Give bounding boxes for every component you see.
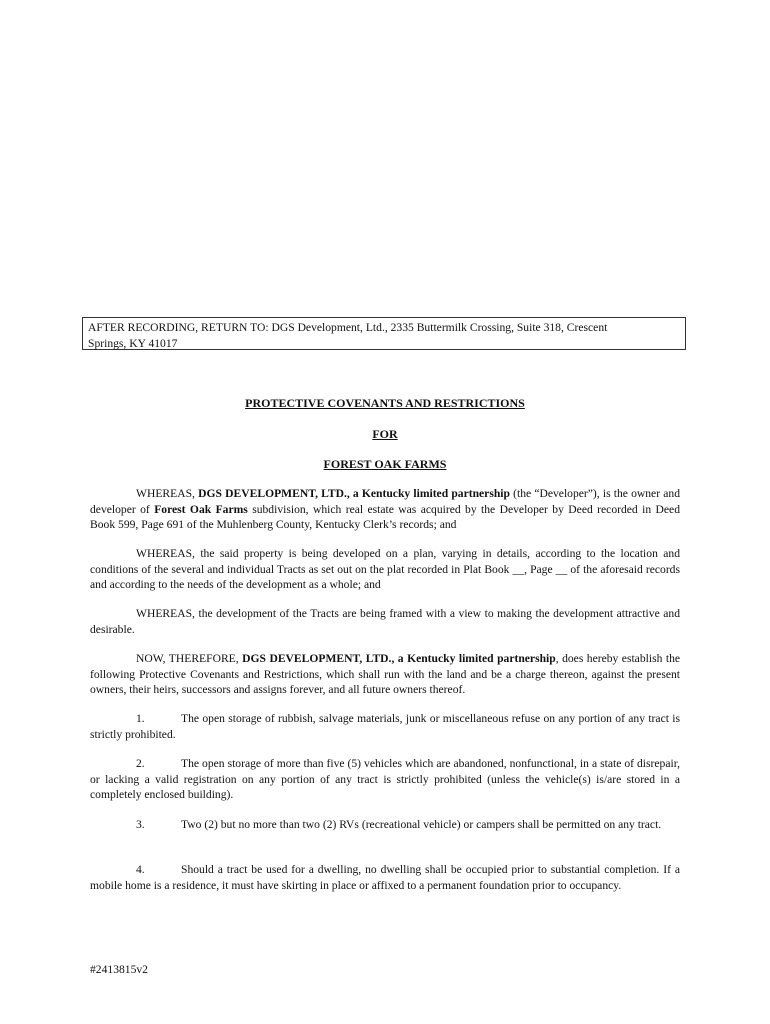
title-for: FOR <box>372 427 398 441</box>
covenant-text: Two (2) but no more than two (2) RVs (recreational vehicle) or campers shall be permitted on any tract. <box>181 818 662 831</box>
recital-4 <box>90 651 680 698</box>
return-address-line-2: Springs, KY 41017 <box>88 336 178 350</box>
covenant-number: 2. <box>136 757 145 770</box>
document-id: #2413815v2 <box>90 963 148 976</box>
recital-1-text-c: subdivision, which real estate was acquired by the Developer by Deed recorded in Deed Book 599, Page 691 of the Muhlenberg County, Kentucky Clerk’s records; and <box>90 502 681 531</box>
covenant-text: The open storage of rubbish, salvage materials, junk or miscellaneous refuse on any portion of any tract is strictly prohibited. <box>90 712 680 741</box>
recital-2-text: WHEREAS, the said property is being developed on a plan, varying in details, according to the location and conditions of the several and individual Tracts as set out on the plat recorded in Plat Book __, Page __ of the aforesaid records and according to the needs of the development as a whole; and <box>90 547 680 591</box>
recital-1 <box>90 486 680 533</box>
return-address-line-1: AFTER RECORDING, RETURN TO: DGS Development, Ltd., 2335 Buttermilk Crossing, Suite 318, Crescent <box>88 321 608 334</box>
subdivision-name-inline: Forest Oak Farms <box>154 502 248 516</box>
recital-3 <box>90 606 680 637</box>
recital-4-text-b: , does hereby establish the following Protective Covenants and Restrictions, which shall run with the land and be a charge thereon, against the present owners, their heirs, successors and assigns forever, and all future owners thereof. <box>90 652 681 696</box>
subdivision-name: FOREST OAK FARMS <box>323 457 447 471</box>
return-address-box <box>82 317 686 350</box>
recital-1-text-a: WHEREAS, <box>136 487 199 500</box>
covenant-3 <box>90 817 680 833</box>
recital-4-text-a: NOW, THEREFORE, <box>136 652 243 665</box>
covenant-number: 3. <box>136 818 145 831</box>
developer-name-2: DGS DEVELOPMENT, LTD., a Kentucky limited partnership <box>242 652 556 665</box>
covenant-4 <box>90 862 680 893</box>
document-title: PROTECTIVE COVENANTS AND RESTRICTIONS <box>245 396 525 410</box>
covenant-number: 4. <box>136 863 145 876</box>
covenant-2 <box>90 756 680 803</box>
recital-1-text-b: (the “Developer”), is the owner and developer of <box>90 487 680 516</box>
covenant-text: Should a tract be used for a dwelling, no dwelling shall be occupied prior to substantial completion. If a mobile home is a residence, it must have skirting in place or affixed to a permanent foundation prior to occupancy. <box>90 863 680 892</box>
developer-name: DGS DEVELOPMENT, LTD., a Kentucky limited partnership <box>198 487 510 500</box>
recital-3-text: WHEREAS, the development of the Tracts are being framed with a view to making the development attractive and desirable. <box>90 607 680 636</box>
recital-2 <box>90 546 680 593</box>
covenant-1 <box>90 711 680 742</box>
covenant-text: The open storage of more than five (5) vehicles which are abandoned, nonfunctional, in a state of disrepair, or lacking a valid registration on any portion of any tract is strictly prohibited (unless the vehicle(s) is/are stored in a completely enclosed building). <box>90 757 680 801</box>
covenant-number: 1. <box>136 712 145 725</box>
